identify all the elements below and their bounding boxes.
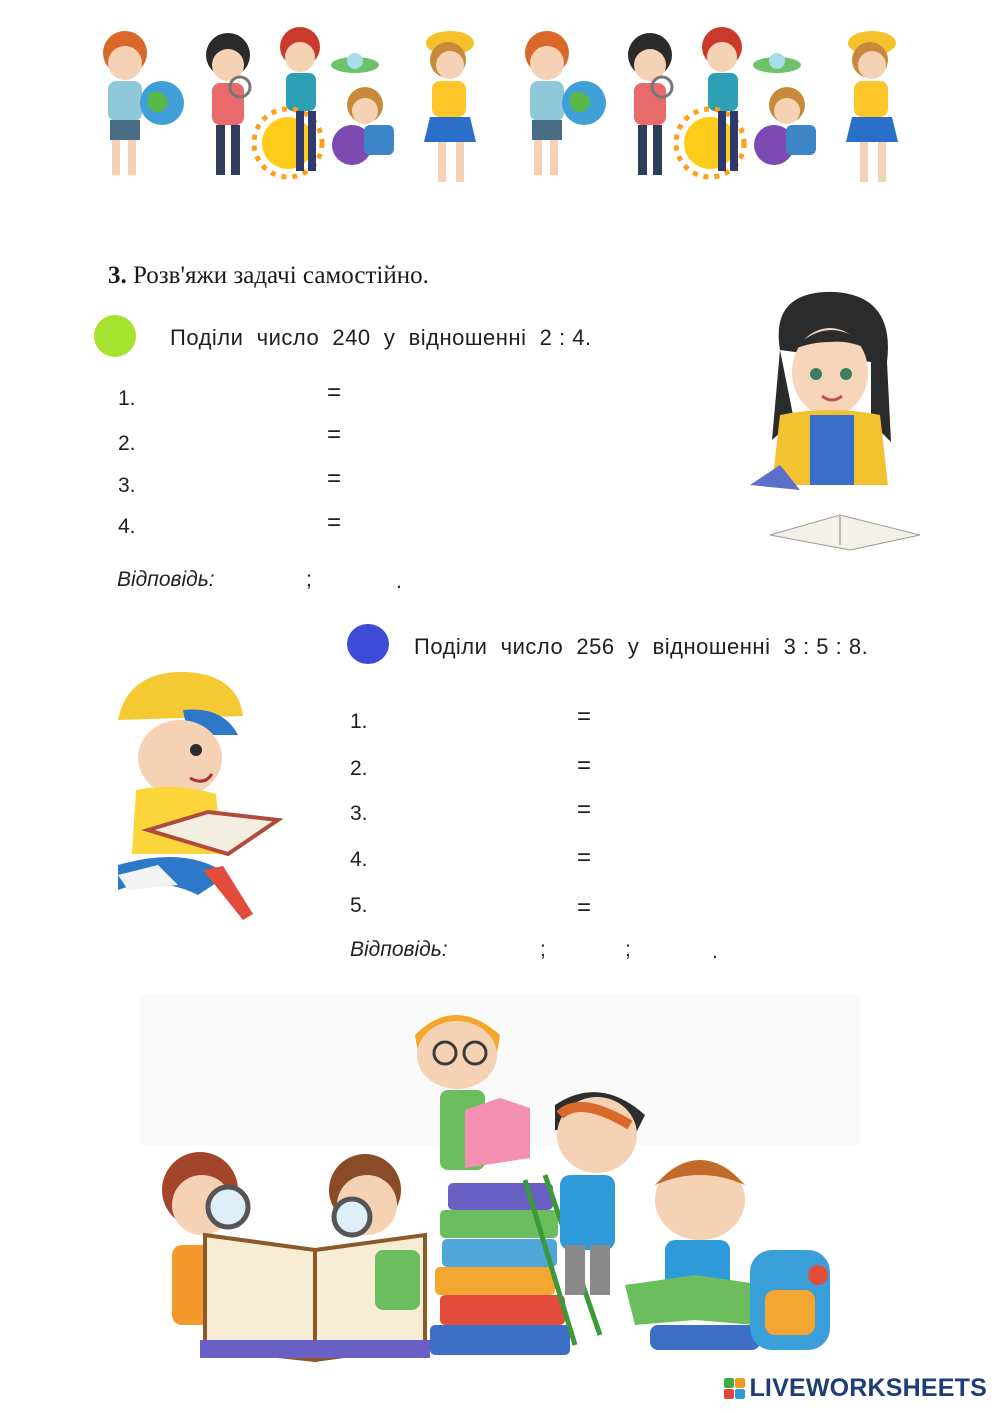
problem-1-step-4-result-input[interactable] — [358, 512, 482, 540]
problem-1-step-1-expression-input[interactable] — [150, 384, 324, 412]
problem-1-step-3: 3. — [118, 474, 136, 497]
period: . — [712, 940, 718, 963]
kids-illustration — [90, 25, 490, 195]
period: . — [396, 570, 402, 593]
problem-2-step-2-result-input[interactable] — [608, 752, 742, 780]
equals-sign: = — [577, 796, 592, 823]
semicolon: ; — [625, 938, 631, 961]
equals-sign: = — [577, 844, 592, 871]
problem-2-step-2: 2. — [350, 757, 368, 780]
problem-1-step-4: 4. — [118, 515, 136, 538]
task-title: Розв'яжи задачі самостійно. — [133, 262, 429, 289]
problem-2-step-5-expression-input[interactable] — [382, 890, 574, 918]
kids-banner-left — [90, 25, 490, 195]
problem-1-answer-input-1[interactable] — [240, 566, 306, 594]
problem-1-step-3-expression-input[interactable] — [150, 470, 324, 498]
problem-2-step-2-expression-input[interactable] — [382, 752, 574, 780]
task-heading — [108, 262, 429, 290]
problem-2-step-1-result-input[interactable] — [608, 706, 742, 734]
problem-1-step-1: 1. — [118, 387, 136, 410]
kids-with-books-illustration — [130, 995, 870, 1370]
equals-sign: = — [577, 752, 592, 779]
problem-2-step-1: 1. — [350, 710, 368, 733]
kids-illustration — [512, 25, 912, 195]
equals-sign: = — [577, 703, 592, 730]
problem-1-answer-label: Відповідь: — [117, 568, 215, 591]
problem-2-step-3-expression-input[interactable] — [382, 798, 574, 826]
problem-1-answer-input-2[interactable] — [322, 566, 396, 594]
problem-1-step-1-result-input[interactable] — [358, 384, 482, 412]
equals-sign: = — [327, 379, 342, 406]
problem-2-answer-input-2[interactable] — [554, 936, 624, 964]
green-marker-dot — [94, 315, 136, 357]
problem-1-step-2-result-input[interactable] — [358, 428, 482, 456]
problem-2-step-4-expression-input[interactable] — [382, 844, 574, 872]
problem-2-step-4: 4. — [350, 848, 368, 871]
problem-2-answer-input-1[interactable] — [472, 936, 540, 964]
logo-text: LIVEWORKSHEETS — [749, 1374, 987, 1402]
problem-2-step-5: 5. — [350, 894, 368, 917]
problem-2-step-5-result-input[interactable] — [608, 890, 742, 918]
equals-sign: = — [327, 421, 342, 448]
equals-sign: = — [327, 509, 342, 536]
girl-reading-illustration — [740, 290, 930, 570]
problem-2-step-3: 3. — [350, 802, 368, 825]
problem-1-step-3-result-input[interactable] — [358, 470, 482, 498]
problem-2-answer-input-3[interactable] — [640, 936, 712, 964]
semicolon: ; — [540, 938, 546, 961]
logo-icon — [724, 1378, 745, 1399]
kids-banner-right — [512, 25, 912, 195]
boy-reading-illustration — [108, 670, 283, 935]
problem-1-step-2: 2. — [118, 432, 136, 455]
equals-sign: = — [577, 894, 592, 921]
problem-2-step-3-result-input[interactable] — [608, 798, 742, 826]
problem-2-step-4-result-input[interactable] — [608, 844, 742, 872]
task-number: 3. — [108, 262, 127, 289]
equals-sign: = — [327, 465, 342, 492]
blue-marker-dot — [347, 624, 389, 664]
problem-2-answer-label: Відповідь: — [350, 938, 448, 961]
problem-2-text: Поділи число 256 у відношенні 3 : 5 : 8. — [414, 634, 869, 659]
liveworksheets-logo[interactable] — [724, 1374, 987, 1403]
problem-1-step-2-expression-input[interactable] — [150, 428, 324, 456]
problem-1-text: Поділи число 240 у відношенні 2 : 4. — [170, 325, 592, 350]
semicolon: ; — [306, 568, 312, 591]
problem-1-step-4-expression-input[interactable] — [150, 512, 324, 540]
problem-2-step-1-expression-input[interactable] — [382, 706, 574, 734]
